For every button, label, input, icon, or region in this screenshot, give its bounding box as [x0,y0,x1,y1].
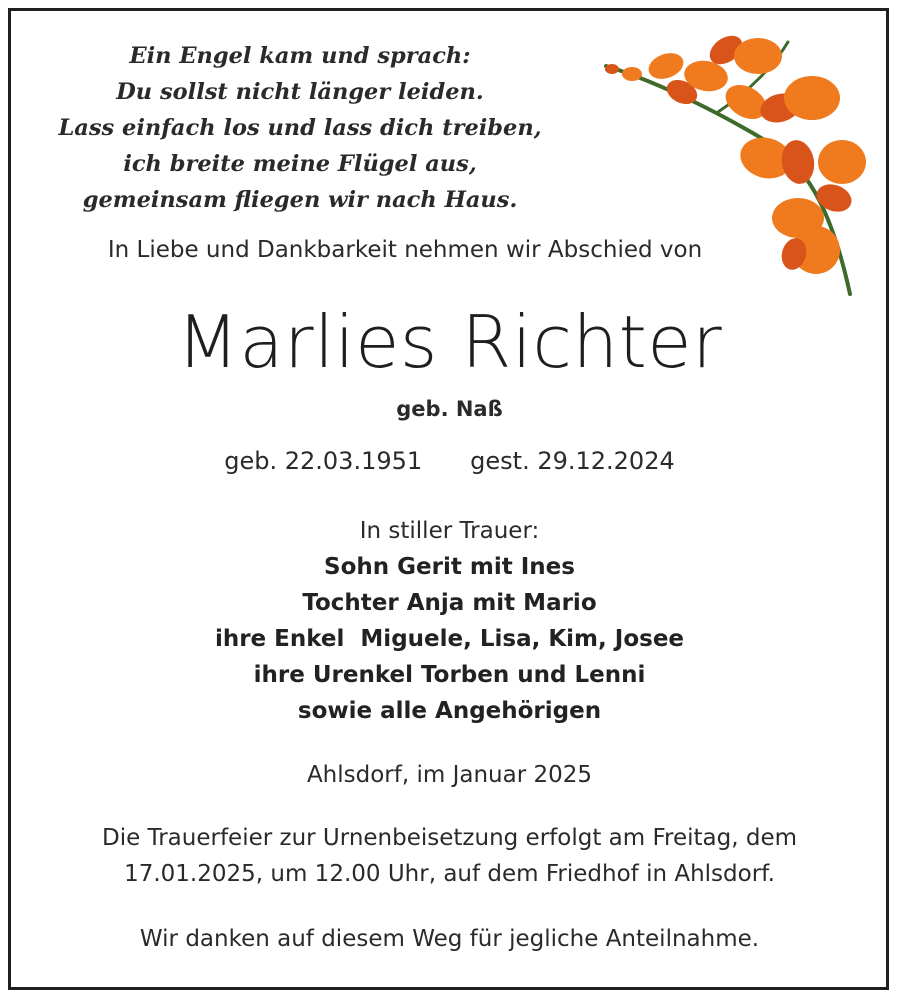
poem-line: gemeinsam fliegen wir nach Haus. [82,187,518,213]
orchid-petal [645,49,687,84]
mourner-line: Tochter Anja mit Mario [302,590,597,616]
ceremony-line: 17.01.2025, um 12.00 Uhr, auf dem Friedhof in Ahlsdorf. [124,861,775,887]
poem-line: Ein Engel kam und sprach: [129,43,471,69]
birth-date: geb. 22.03.1951 [224,447,423,475]
ceremony-notice [0,820,899,892]
maiden-name: geb. Naß [396,397,503,421]
farewell-intro: In Liebe und Dankbarkeit nehmen wir Abschied von [107,237,703,263]
mourner-line: ihre Enkel Miguele, Lisa, Kim, Josee [214,626,685,652]
orchid-petal [734,38,782,74]
mourner-line: sowie alle Angehörigen [297,698,602,724]
poem-line: Lass einfach los und lass dich treiben, [58,115,542,141]
place-and-date: Ahlsdorf, im Januar 2025 [306,762,593,788]
mourner-line: Sohn Gerit mit Ines [324,554,575,580]
mourner-line: ihre Urenkel Torben und Lenni [253,662,646,688]
life-dates [0,443,899,479]
deceased-name: Marlies Richter [176,300,723,384]
thanks-note: Wir danken auf diesem Weg für jegliche Anteilnahme. [139,926,760,952]
mourning-heading: In stiller Trauer: [359,518,540,544]
ceremony-line: Die Trauerfeier zur Urnenbeisetzung erfolgt am Freitag, dem [102,825,797,851]
orchid-petal [784,76,840,120]
mourners-list [0,549,899,729]
orchid-petal [818,140,866,184]
poem [30,38,570,218]
orchid-petal [778,138,817,187]
orchid-bud [622,67,642,81]
poem-line: Du sollst nicht länger leiden. [116,79,484,105]
poem-line: ich breite meine Flügel aus, [123,151,477,177]
orchid-bud [605,64,619,74]
death-date: gest. 29.12.2024 [470,447,675,475]
